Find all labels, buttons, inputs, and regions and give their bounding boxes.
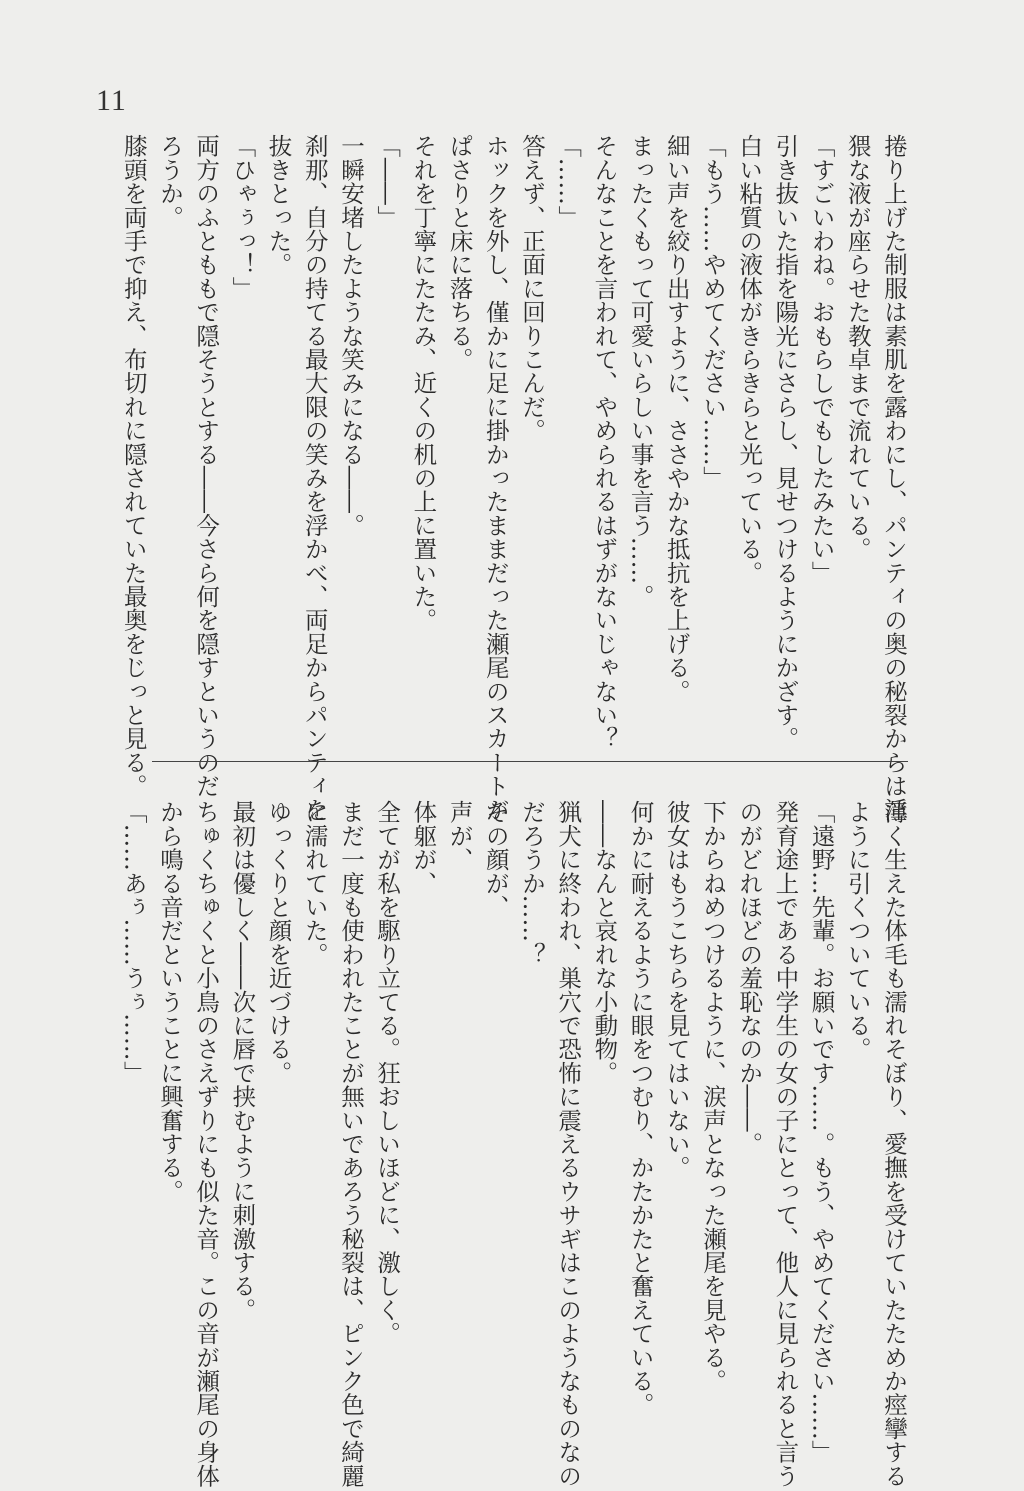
text-line: 捲り上げた制服は素肌を露わにし、パンティの奥の秘裂からは淫	[880, 134, 908, 822]
text-line: まったくもって可愛いらしい事を言う……。	[626, 134, 655, 608]
text-line: 猥な液が座らせた教卓まで流れている。	[843, 134, 872, 561]
text-line: 彼女はもうこちらを見てはいない。	[662, 800, 691, 1180]
text-line: 下からねめつけるように、涙声となった瀬尾を見やる。	[698, 800, 727, 1393]
text-line: ように引くついている。	[843, 800, 872, 1061]
text-line: だろうか……？	[517, 800, 546, 966]
text-line: 「――」	[373, 134, 402, 229]
text-line: ――なんと哀れな小動物。	[590, 800, 619, 1085]
text-line: 両方のふとももで隠そうとする――今さら何を隠すというのだ	[192, 134, 221, 798]
text-line: 引き抜いた指を陽光にさらし、見せつけるようにかざす。	[771, 134, 800, 751]
text-block-top	[119, 134, 912, 822]
text-line: に濡れていた。	[300, 800, 329, 966]
section-divider	[152, 761, 908, 762]
text-line: 何かに耐えるように眼をつむり、かたかたと奮えている。	[626, 800, 655, 1417]
text-line: 体躯が、	[409, 800, 438, 895]
text-line: 最初は優しく――次に唇で挟むように刺激する。	[228, 800, 257, 1322]
text-line: 刹那、自分の持てる最大限の笑みを浮かべ、両足からパンティを	[300, 134, 329, 822]
text-line: 薄く生えた体毛も濡れそぼり、愛撫を受けていたためか痙攣する	[880, 800, 908, 1488]
text-line: 「もう……やめてください……」	[698, 134, 727, 490]
text-block-bottom	[112, 800, 912, 1488]
text-line: 「……あぅ……うぅ……」	[119, 800, 148, 1085]
text-line: 抜きとった。	[264, 134, 293, 277]
text-line: から鳴る音だということに興奮する。	[155, 800, 184, 1203]
text-line: 発育途上である中学生の女の子にとって、他人に見られると言う	[771, 800, 800, 1488]
text-line: その顔が、	[481, 800, 510, 919]
page-number: 11	[96, 84, 127, 117]
text-line: ぱさりと床に落ちる。	[445, 134, 474, 371]
text-line: ろうか。	[155, 134, 184, 229]
text-line: 「ひゃぅっ！」	[228, 134, 257, 300]
text-line: 膝頭を両手で抑え、布切れに隠されていた最奥をじっと見る。	[119, 134, 148, 798]
text-line: 猟犬に終われ、巣穴で恐怖に震えるウサギはこのようなものなの	[554, 800, 583, 1488]
text-line: そんなことを言われて、やめられるはずがないじゃない？	[590, 134, 619, 751]
text-line: 「……」	[554, 134, 583, 229]
text-line: まだ一度も使われたことが無いであろう秘裂は、ピンク色で綺麗	[336, 800, 365, 1488]
text-line: 「すごいわね。おもらしでもしたみたい」	[807, 134, 836, 585]
text-line: ホックを外し、僅かに足に掛かったままだった瀬尾のスカートが	[481, 134, 510, 822]
text-line: 一瞬安堵したような笑みになる――。	[336, 134, 365, 537]
text-line: 「遠野…先輩。お願いです……。もう、やめてください……」	[807, 800, 836, 1464]
text-line: 声が、	[445, 800, 474, 872]
text-line: ちゅくちゅくと小鳥のさえずりにも似た音。この音が瀬尾の身体	[192, 800, 221, 1488]
text-line: 白い粘質の液体がきらきらと光っている。	[735, 134, 764, 585]
text-line: ゆっくりと顔を近づける。	[264, 800, 293, 1085]
text-line: 全てが私を駆り立てる。狂おしいほどに、激しく。	[373, 800, 402, 1346]
text-line: 答えず、正面に回りこんだ。	[517, 134, 546, 443]
text-line: 細い声を絞り出すように、ささやかな抵抗を上げる。	[662, 134, 691, 703]
text-line: それを丁寧にたたみ、近くの机の上に置いた。	[409, 134, 438, 632]
text-line: のがどれほどの羞恥なのか――。	[735, 800, 764, 1156]
